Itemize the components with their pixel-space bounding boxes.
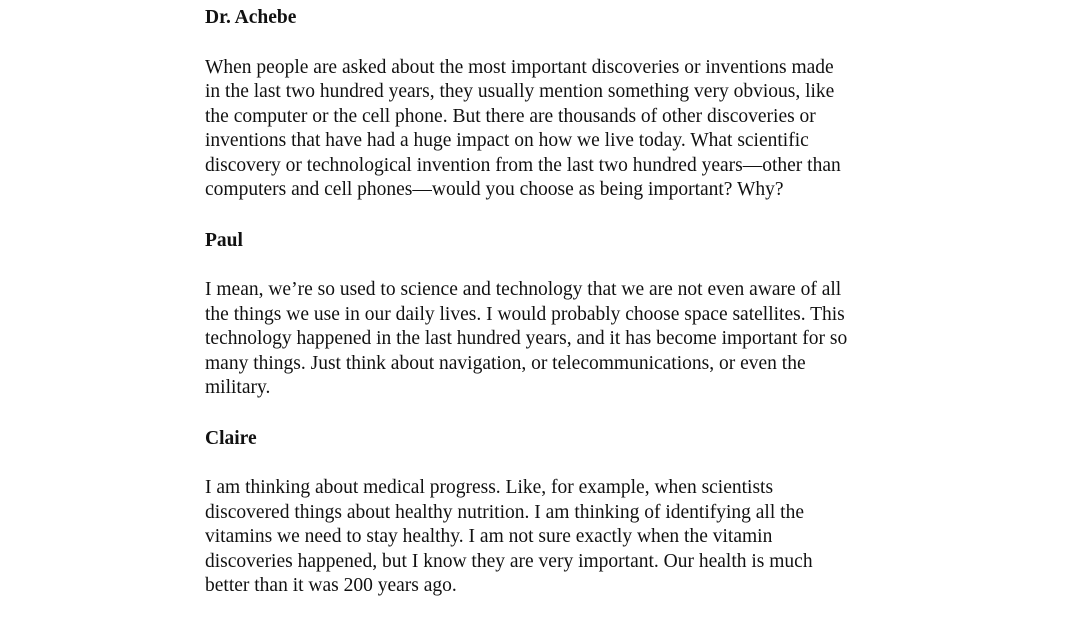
speech-line: inventions that have had a huge impact on how we live today. What scientific xyxy=(205,130,809,151)
speech-line: many things. Just think about navigation, or telecommunications, or even the xyxy=(205,352,806,374)
speech-line: in the last two hundred years, they usually mention something very obvious, like xyxy=(205,81,835,102)
speech-line: I mean, we’re so used to science and technology that we are not even aware of all xyxy=(205,279,842,300)
speech-line: better than it was 200 years ago. xyxy=(205,575,457,596)
speech-line: discoveries happened, but I know they are very important. Our health is much xyxy=(205,550,813,572)
speech-line: I am thinking about medical progress. Like, for example, when scientists xyxy=(205,477,774,498)
dialogue-entry-claire xyxy=(205,427,925,599)
speech-line: military. xyxy=(205,377,271,398)
speaker-name: Paul xyxy=(205,229,243,251)
speech-text xyxy=(205,56,925,203)
speech-line: computers and cell phones—would you choose as being important? Why? xyxy=(205,179,784,200)
dialogue-entry-dr-achebe xyxy=(205,6,925,229)
speech-line: discovery or technological invention from the last two hundred years—other than xyxy=(205,154,841,176)
speech-line: discovered things about healthy nutrition. I am thinking of identifying all the xyxy=(205,501,804,523)
speech-line: technology happened in the last hundred years, and it has become important for so xyxy=(205,328,848,349)
speech-line: When people are asked about the most important discoveries or inventions made xyxy=(205,56,834,78)
document-page xyxy=(205,6,925,599)
speaker-name: Claire xyxy=(205,427,257,449)
speech-line: vitamins we need to stay healthy. I am not sure exactly when the vitamin xyxy=(205,526,773,547)
speech-line: the things we use in our daily lives. I would probably choose space satellites. This xyxy=(205,303,845,325)
speech-text xyxy=(205,278,925,401)
speech-line: the computer or the cell phone. But there are thousands of other discoveries or xyxy=(205,105,816,127)
dialogue-entry-paul xyxy=(205,229,925,427)
speech-text xyxy=(205,476,925,599)
speaker-name: Dr. Achebe xyxy=(205,7,297,28)
